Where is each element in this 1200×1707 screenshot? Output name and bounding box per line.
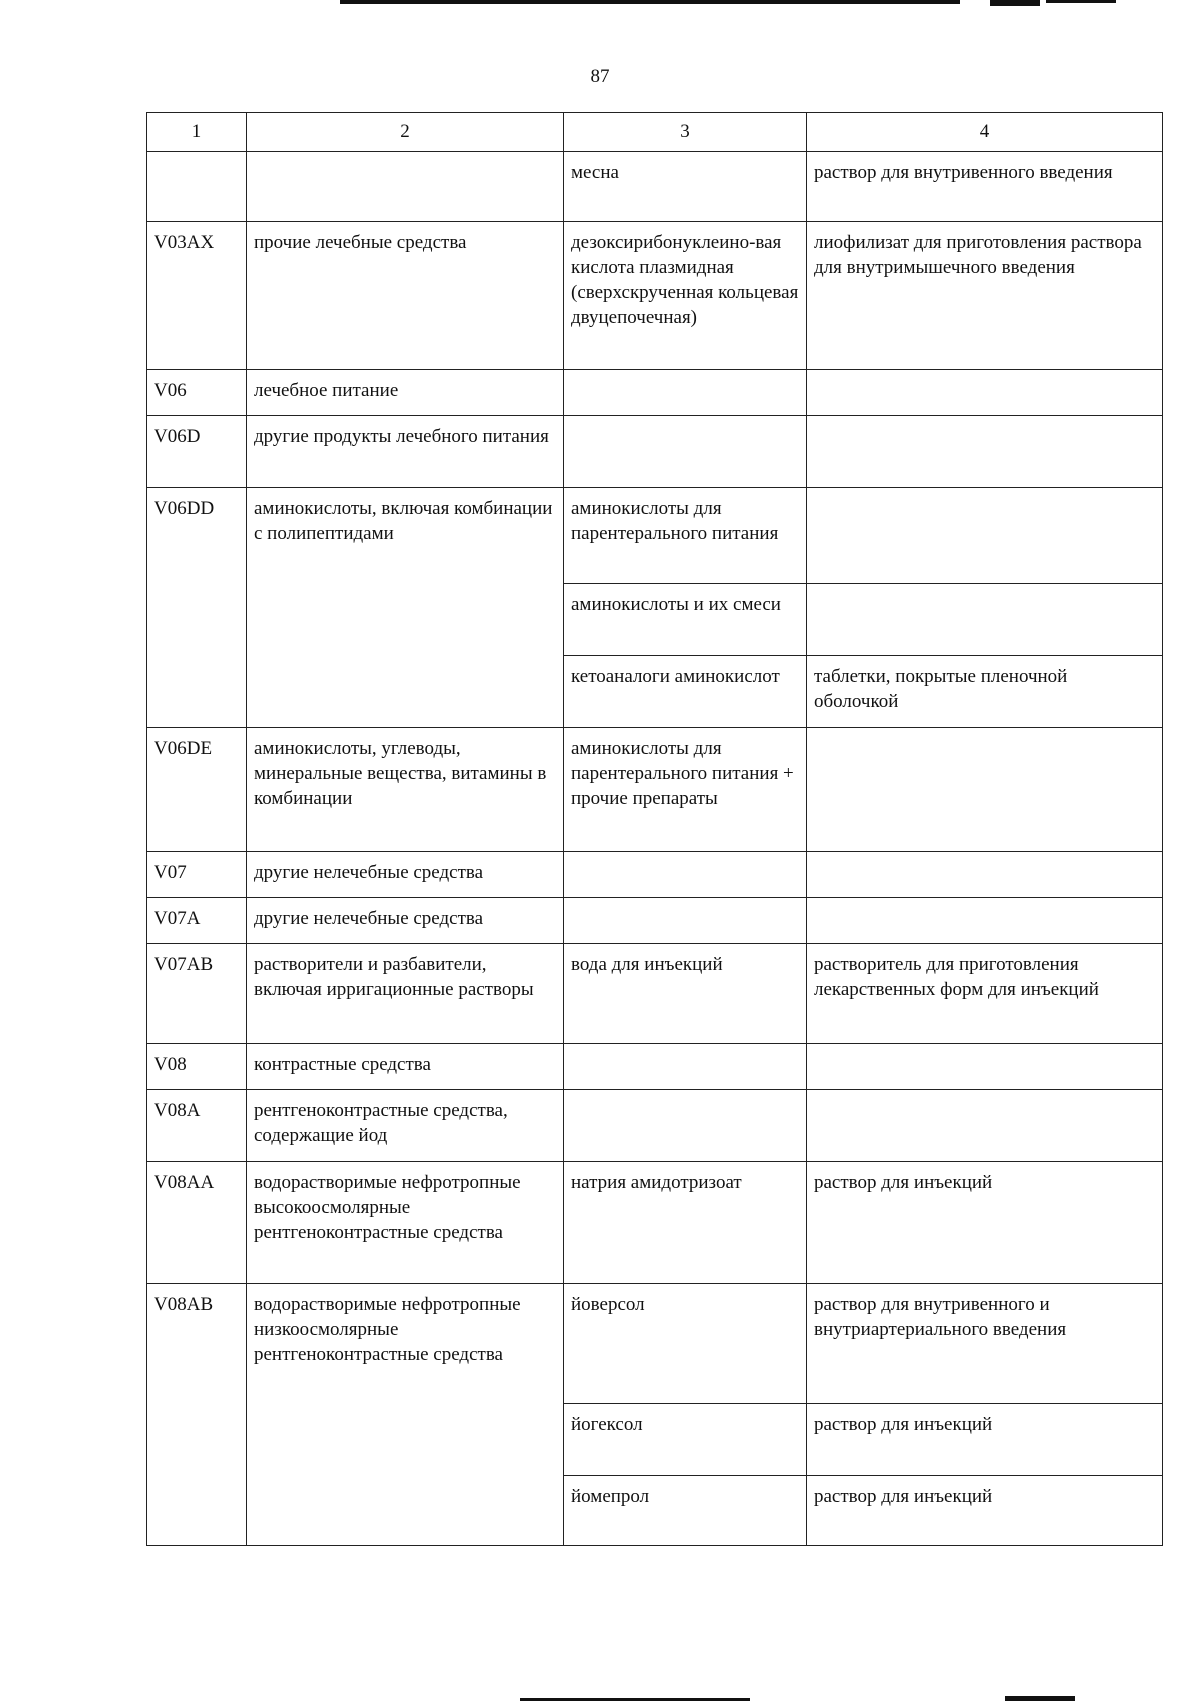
- form-cell: таблетки, покрытые пленочной оболочкой: [807, 656, 1163, 728]
- table-row: [147, 852, 1163, 898]
- table-row: [147, 488, 1163, 584]
- group-cell: аминокислоты, включая комбинации с полипептидами: [247, 488, 564, 728]
- drug-cell: йоверсол: [564, 1284, 807, 1404]
- form-cell: раствор для внутривенного и внутриартериального введения: [807, 1284, 1163, 1404]
- group-cell: прочие лечебные средства: [247, 222, 564, 370]
- form-cell: лиофилизат для приготовления раствора для внутримышечного введения: [807, 222, 1163, 370]
- group-cell: водорастворимые нефротропные высокоосмолярные рентгеноконтрастные средства: [247, 1162, 564, 1284]
- table-row: [147, 152, 1163, 222]
- form-cell: [807, 488, 1163, 584]
- form-cell: [807, 898, 1163, 944]
- drug-cell: дезоксирибонуклеино-вая кислота плазмидная (сверхскрученная кольцевая двуцепочечная): [564, 222, 807, 370]
- drug-cell: вода для инъекций: [564, 944, 807, 1044]
- drug-cell: [564, 852, 807, 898]
- atc-code-cell: V08AA: [147, 1162, 247, 1284]
- drug-cell: [564, 370, 807, 416]
- drug-cell: натрия амидотризоат: [564, 1162, 807, 1284]
- atc-code-cell: V07AB: [147, 944, 247, 1044]
- form-cell: раствор для инъекций: [807, 1476, 1163, 1546]
- table-row: [147, 728, 1163, 852]
- atc-code-cell: V06: [147, 370, 247, 416]
- scan-edge-block: [990, 0, 1040, 6]
- drug-table: [146, 112, 1163, 1546]
- atc-code-cell: V08: [147, 1044, 247, 1090]
- atc-code-cell: V06DE: [147, 728, 247, 852]
- form-cell: раствор для инъекций: [807, 1162, 1163, 1284]
- table-row: [147, 944, 1163, 1044]
- form-cell: [807, 416, 1163, 488]
- group-cell: рентгеноконтрастные средства, содержащие йод: [247, 1090, 564, 1162]
- drug-cell: аминокислоты для парентерального питания: [564, 488, 807, 584]
- scan-edge-block: [1046, 0, 1116, 3]
- atc-code-cell: [147, 152, 247, 222]
- atc-code-cell: V08AB: [147, 1284, 247, 1546]
- table-row: [147, 1044, 1163, 1090]
- atc-code-cell: V08A: [147, 1090, 247, 1162]
- drug-cell: [564, 416, 807, 488]
- form-cell: [807, 852, 1163, 898]
- drug-cell: йогексол: [564, 1404, 807, 1476]
- drug-cell: [564, 1090, 807, 1162]
- drug-cell: аминокислоты и их смеси: [564, 584, 807, 656]
- form-cell: [807, 728, 1163, 852]
- atc-code-cell: V06DD: [147, 488, 247, 728]
- table-row: [147, 1284, 1163, 1404]
- group-cell: водорастворимые нефротропные низкоосмолярные рентгеноконтрастные средства: [247, 1284, 564, 1546]
- drug-cell: йомепрол: [564, 1476, 807, 1546]
- form-cell: раствор для инъекций: [807, 1404, 1163, 1476]
- form-cell: раствор для внутривенного введения: [807, 152, 1163, 222]
- scan-bottom-line: [520, 1698, 750, 1701]
- group-cell: контрастные средства: [247, 1044, 564, 1090]
- scan-bottom-block: [1005, 1696, 1075, 1701]
- table-row: [147, 416, 1163, 488]
- group-cell: лечебное питание: [247, 370, 564, 416]
- group-cell: [247, 152, 564, 222]
- table-row: [147, 222, 1163, 370]
- column-header: 1: [147, 113, 247, 152]
- drug-cell: месна: [564, 152, 807, 222]
- page-number: 87: [590, 66, 610, 87]
- group-cell: другие продукты лечебного питания: [247, 416, 564, 488]
- column-header: 4: [807, 113, 1163, 152]
- form-cell: [807, 1090, 1163, 1162]
- column-header: 3: [564, 113, 807, 152]
- scan-edge-line: [340, 0, 960, 4]
- atc-code-cell: V06D: [147, 416, 247, 488]
- atc-code-cell: V07A: [147, 898, 247, 944]
- form-cell: [807, 584, 1163, 656]
- atc-code-cell: V03AX: [147, 222, 247, 370]
- group-cell: другие нелечебные средства: [247, 852, 564, 898]
- drug-cell: аминокислоты для парентерального питания + прочие препараты: [564, 728, 807, 852]
- table-row: [147, 370, 1163, 416]
- table-row: [147, 898, 1163, 944]
- group-cell: аминокислоты, углеводы, минеральные вещества, витамины в комбинации: [247, 728, 564, 852]
- form-cell: [807, 1044, 1163, 1090]
- drug-cell: [564, 898, 807, 944]
- table-row: [147, 1162, 1163, 1284]
- drug-cell: кетоаналоги аминокислот: [564, 656, 807, 728]
- column-header: 2: [247, 113, 564, 152]
- atc-code-cell: V07: [147, 852, 247, 898]
- form-cell: [807, 370, 1163, 416]
- form-cell: растворитель для приготовления лекарственных форм для инъекций: [807, 944, 1163, 1044]
- group-cell: другие нелечебные средства: [247, 898, 564, 944]
- table-header-row: [147, 113, 1163, 152]
- group-cell: растворители и разбавители, включая ирригационные растворы: [247, 944, 564, 1044]
- drug-cell: [564, 1044, 807, 1090]
- table-row: [147, 1090, 1163, 1162]
